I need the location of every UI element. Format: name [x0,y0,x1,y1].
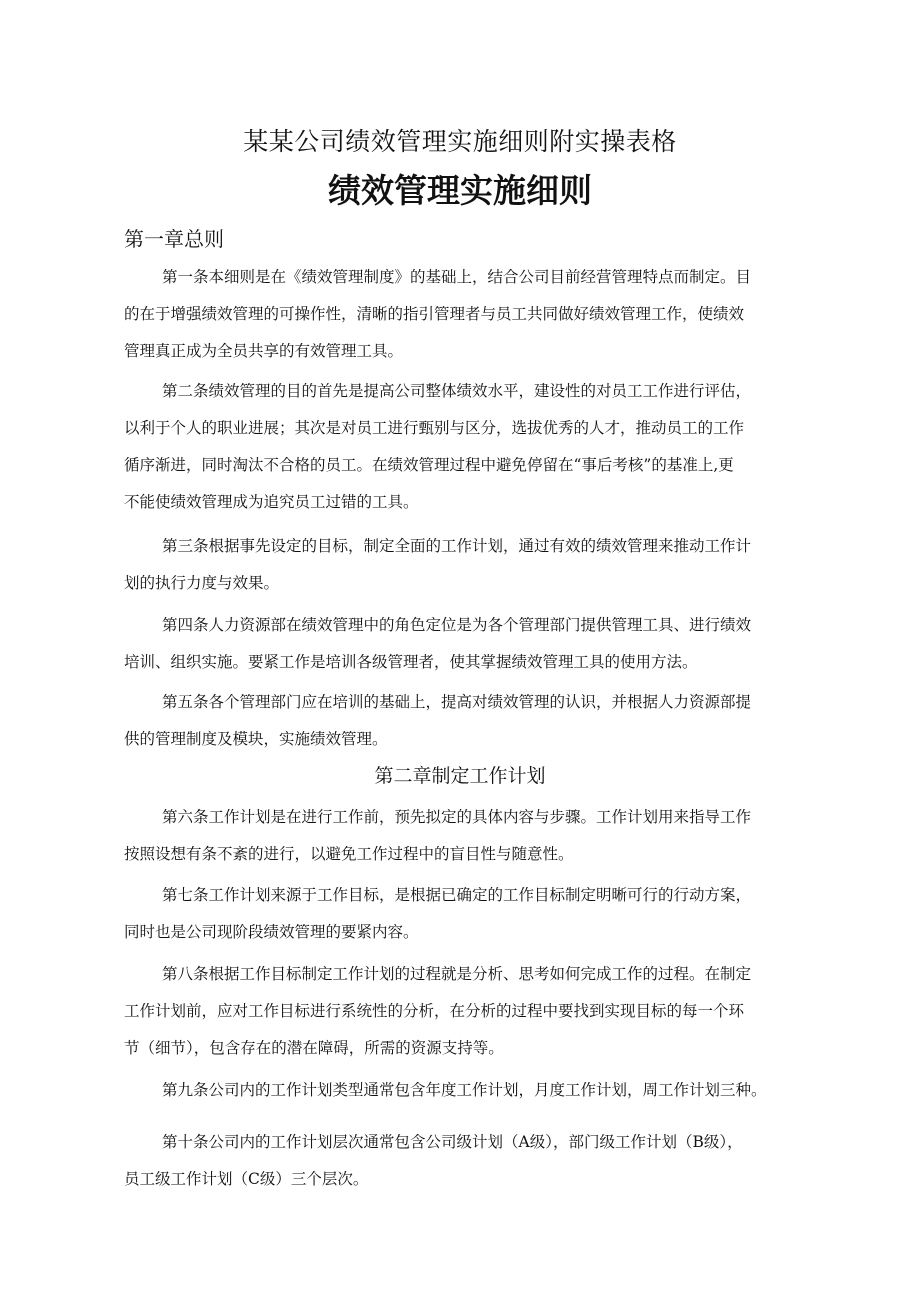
paragraph-line: 第三条根据事先设定的目标，制定全面的工作计划，通过有效的绩效管理来推动工作计 [162,537,752,555]
paragraph-article-7 [124,877,820,951]
paragraph-line: 不能使绩效管理成为追究员工过错的工具。 [124,493,419,511]
paragraph-line: 第七条工作计划来源于工作目标，是根据已确定的工作目标制定明晰可行的行动方案， [162,886,752,904]
document-subtitle: 绩效管理实施细则 [328,171,592,210]
paragraph-article-10 [124,1124,820,1198]
document-title: 某某公司绩效管理实施细则附实操表格 [243,127,677,156]
paragraph-article-6 [124,799,820,873]
paragraph-line: 第八条根据工作目标制定工作计划的过程就是分析、思考如何完成工作的过程。在制定 [162,965,752,983]
paragraph-line: 按照设想有条不紊的进行，以避免工作过程中的盲目性与随意性。 [124,845,574,863]
paragraph-article-8 [124,956,820,1067]
paragraph-article-2 [124,373,820,521]
paragraph-line: 第九条公司内的工作计划类型通常包含年度工作计划，月度工作计划，周工作计划三种。 [162,1081,767,1099]
chapter-heading: 第二章制定工作计划 [374,765,546,787]
paragraph-line: 第一条本细则是在《绩效管理制度》的基础上，结合公司目前经营管理特点而制定。目 [162,268,752,286]
paragraph-article-4 [124,607,820,681]
paragraph-line: 以利于个人的职业进展；其次是对员工进行甄别与区分，选拔优秀的人才，推动员工的工作 [124,419,745,437]
paragraph-article-9 [124,1072,820,1109]
paragraph-line: 第十条公司内的工作计划层次通常包含公司级计划（A级），部门级工作计划（B级）， [162,1133,743,1151]
paragraph-line: 同时也是公司现阶段绩效管理的要紧内容。 [124,923,419,941]
paragraph-line: 第六条工作计划是在进行工作前，预先拟定的具体内容与步骤。工作计划用来指导工作 [162,808,752,826]
paragraph-line: 员工级工作计划（C级）三个层次。 [124,1170,369,1188]
paragraph-line: 工作计划前，应对工作目标进行系统性的分析，在分析的过程中要找到实现目标的每一个环 [124,1002,745,1020]
paragraph-line: 管理真正成为全员共享的有效管理工具。 [124,342,404,360]
paragraph-line: 的在于增强绩效管理的可操作性，清晰的指引管理者与员工共同做好绩效管理工作，使绩效 [124,305,745,323]
paragraph-article-1 [124,259,820,370]
paragraph-line: 节（细节），包含存在的潜在障碍，所需的资源支持等。 [124,1039,504,1057]
paragraph-article-3 [124,528,820,602]
paragraph-line: 第五条各个管理部门应在培训的基础上，提高对绩效管理的认识，并根据人力资源部提 [162,693,752,711]
paragraph-article-5 [124,684,820,758]
paragraph-line: 第二条绩效管理的目的首先是提高公司整体绩效水平，建设性的对员工工作进行评估， [162,382,752,400]
paragraph-line: 划的执行力度与效果。 [124,574,280,592]
paragraph-line: 培训、组织实施。要紧工作是培训各级管理者，使其掌握绩效管理工具的使用方法。 [124,653,698,671]
paragraph-line: 第四条人力资源部在绩效管理中的角色定位是为各个管理部门提供管理工具、进行绩效 [162,616,752,634]
paragraph-line: 供的管理制度及模块，实施绩效管理。 [124,730,388,748]
chapter-heading: 第一章总则 [124,227,224,251]
paragraph-line: 循序渐进，同时淘汰不合格的员工。在绩效管理过程中避免停留在“事后考核”的基准上,更 [124,456,734,474]
